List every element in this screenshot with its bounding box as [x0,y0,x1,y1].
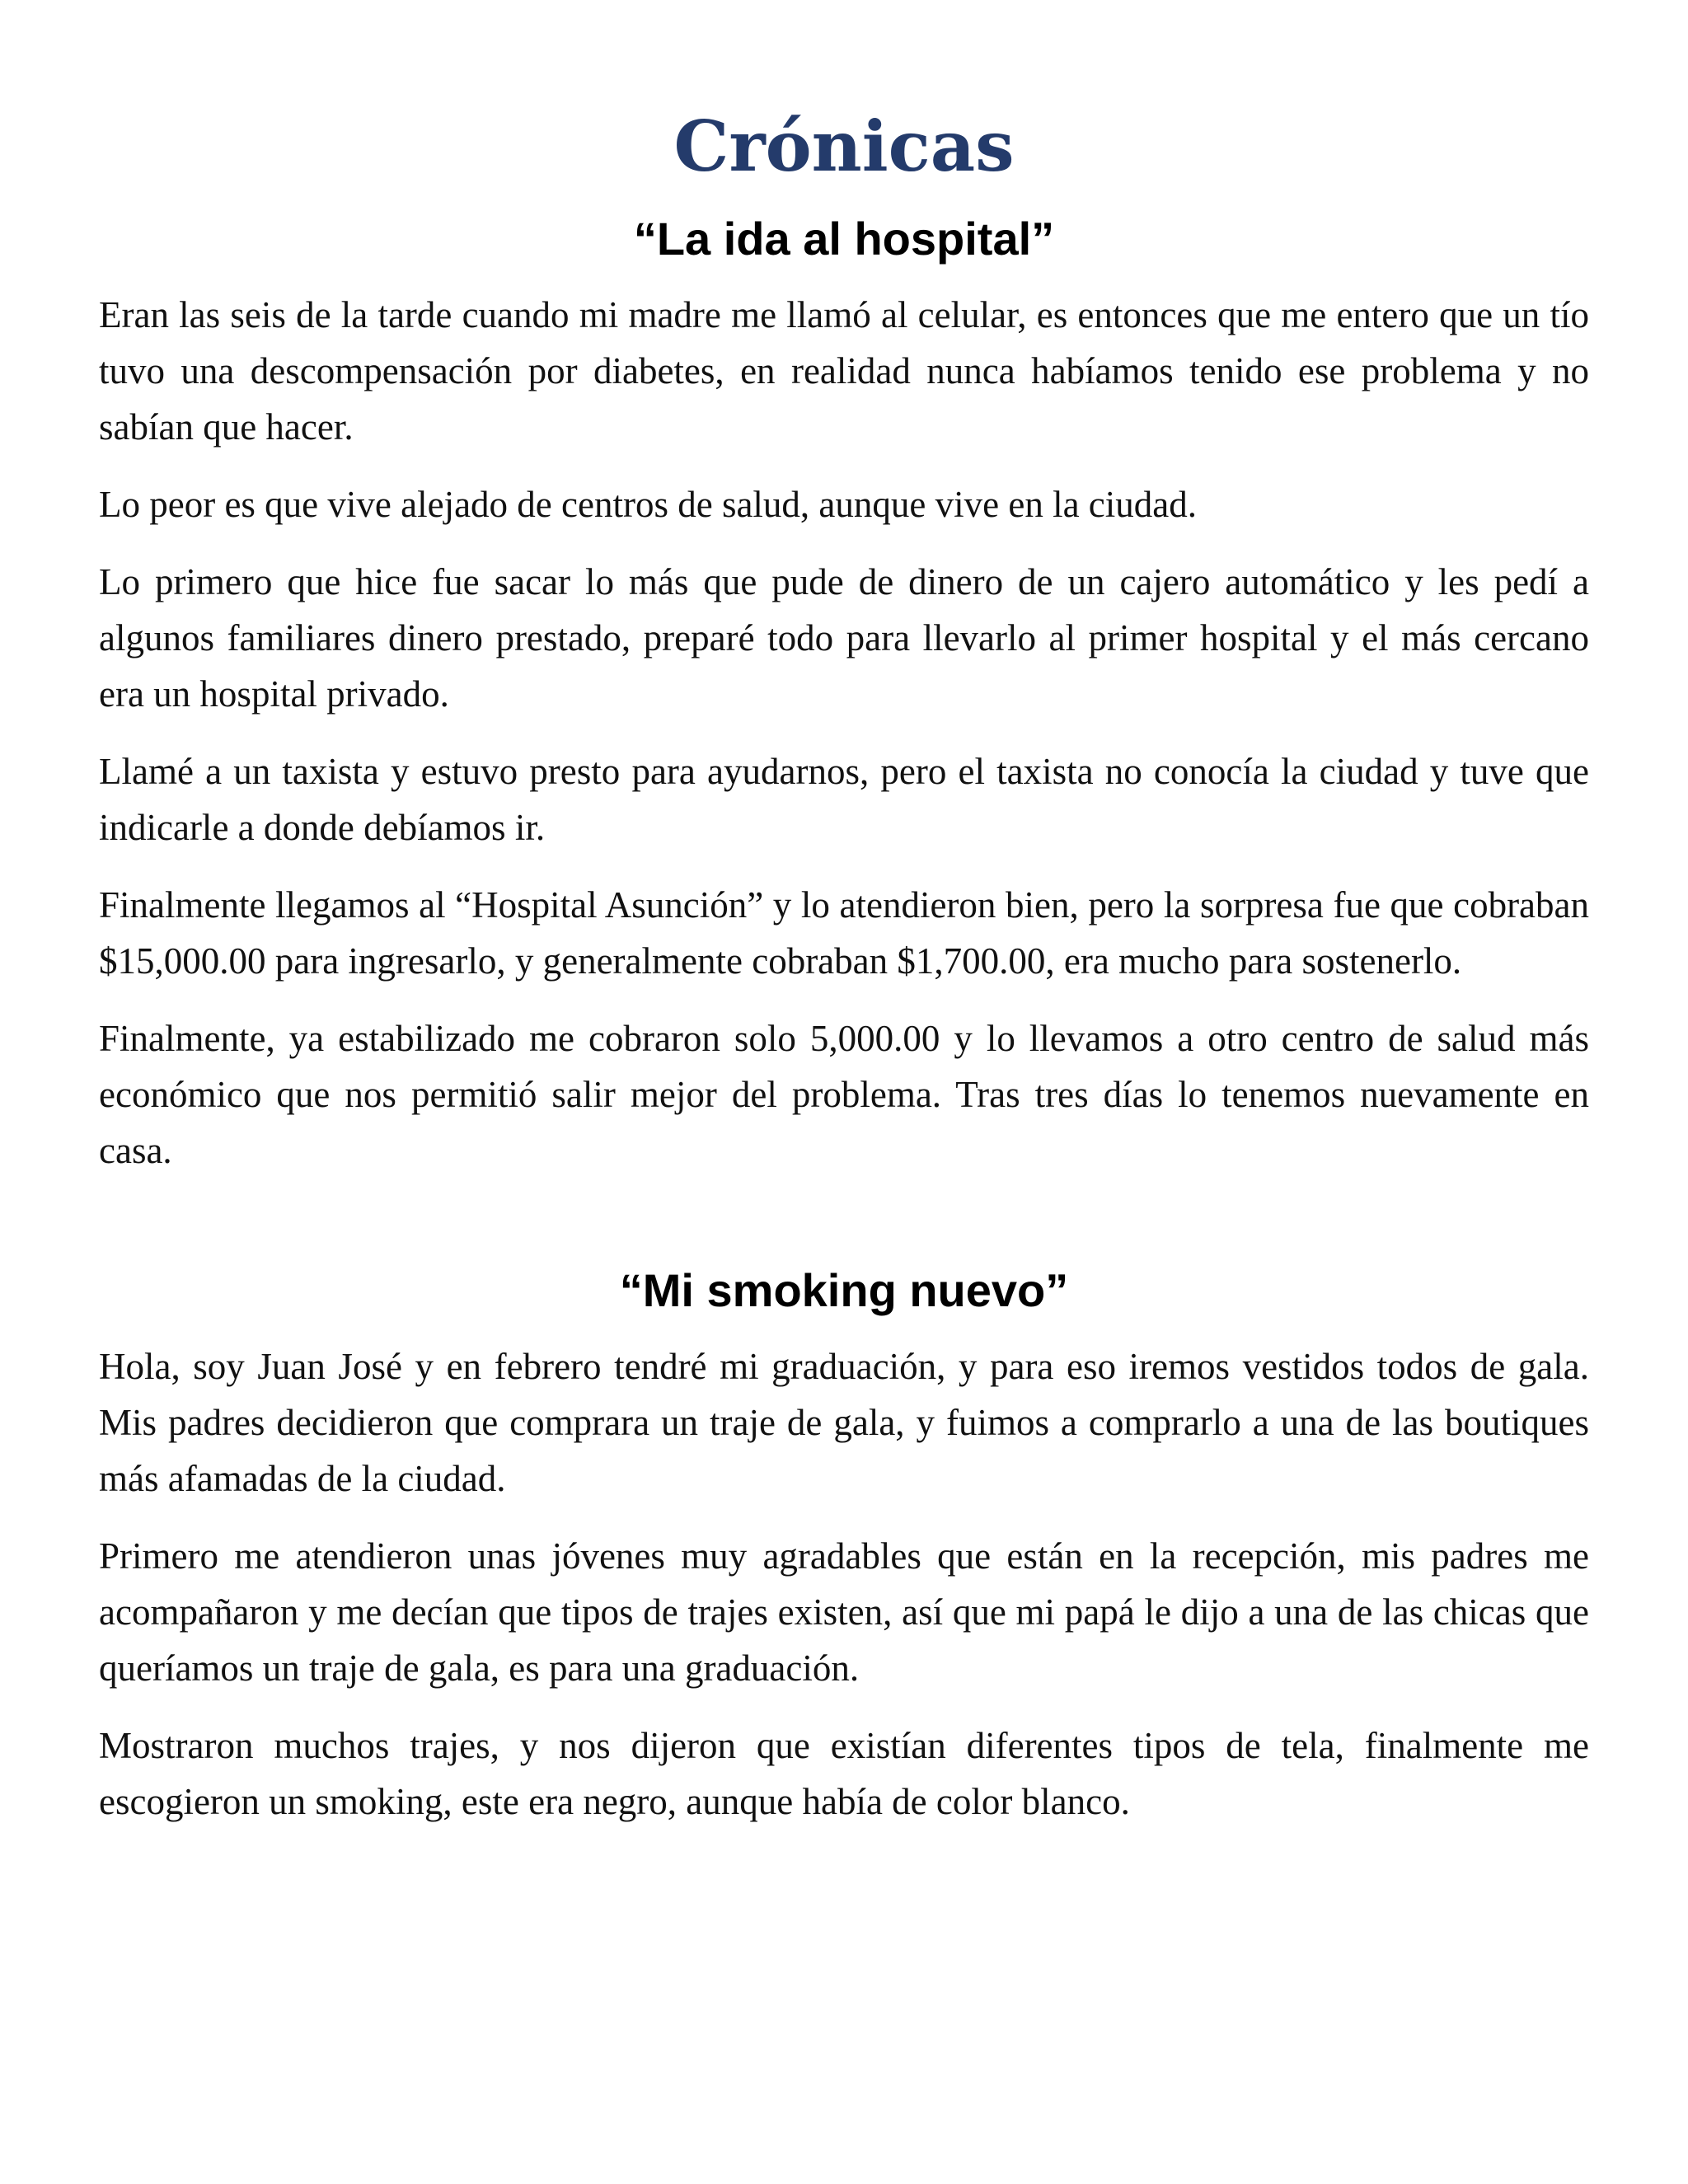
paragraph: Hola, soy Juan José y en febrero tendré mi graduación, y para eso iremos vestidos todos de gala. Mis padres decidieron que comprara un traje de gala, y fuimos a comprarlo a una de las boutiques más afamadas de la ciudad. [99,1346,1589,1499]
paragraph: Primero me atendieron unas jóvenes muy agradables que están en la recepción, mis padres me acompañaron y me decían que tipos de trajes existen, así que mi papá le dijo a una de las chicas que queríamos un traje de gala, es para una graduación. [99,1535,1589,1689]
story-smoking [99,1258,1589,1830]
story-hospital [99,206,1589,1179]
paragraph: Eran las seis de la tarde cuando mi madre me llamó al celular, es entonces que me entero que un tío tuvo una descompensación por diabetes, en realidad nunca habíamos tenido ese problema y no sabían que hacer. [99,294,1589,448]
paragraph: Finalmente, ya estabilizado me cobraron solo 5,000.00 y lo llevamos a otro centro de salud más económico que nos permitió salir mejor del problema. Tras tres días lo tenemos nuevamente en casa. [99,1018,1589,1171]
story-title: “Mi smoking nuevo” [619,1264,1069,1316]
document-title: Crónicas [673,105,1015,187]
paragraph: Lo primero que hice fue sacar lo más que pude de dinero de un cajero automático y les pedí a algunos familiares dinero prestado, preparé todo para llevarlo al primer hospital y el más cercano era un hospital privado. [99,561,1589,715]
document-page [99,0,1589,1830]
paragraph: Llamé a un taxista y estuvo presto para ayudarnos, pero el taxista no conocía la ciudad y tuve que indicarle a donde debíamos ir. [99,751,1589,848]
story-title: “La ida al hospital” [633,213,1055,265]
paragraph: Lo peor es que vive alejado de centros de salud, aunque vive en la ciudad. [99,484,1198,525]
paragraph: Mostraron muchos trajes, y nos dijeron que existían diferentes tipos de tela, finalmente me escogieron un smoking, este era negro, aunque había de color blanco. [99,1725,1589,1822]
paragraph: Finalmente llegamos al “Hospital Asunción” y lo atendieron bien, pero la sorpresa fue que cobraban $15,000.00 para ingresarlo, y generalmente cobraban $1,700.00, era mucho para sostenerlo. [99,884,1589,982]
